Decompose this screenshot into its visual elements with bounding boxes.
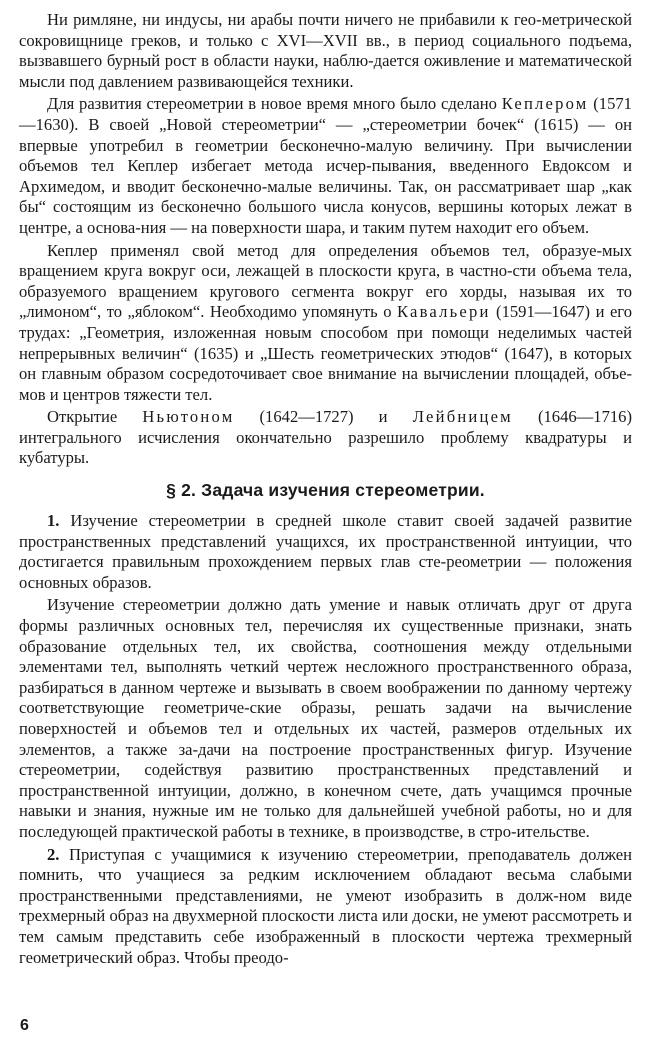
paragraph-kepler-method-text-end: (1591—1647) и его трудах: „Геометрия, изложенная новым способом при помощи неделимых частей непрерывных величин“ (1635) и „Шесть геометрических этюдов“ (1647), в которых он главным образом сосредоточивает свое внимание на вычислении площадей, объе-мов и центров тяжести тел. [19, 302, 632, 404]
paragraph-kepler-text-start: Для развития стереометрии в новое время много было сделано [47, 94, 502, 114]
name-kepler: Кеплером [501, 94, 589, 114]
name-cavalieri: Кавальери [397, 302, 491, 322]
paragraph-point-1-continued-text: Изучение стереометрии должно дать умение и навык отличать друг от друга формы различных основных тел, перечисляя их существенные признаки, знать образование отдельных тел, их свойства, соотношения между отдельными элементами тел, выполнять четкий чертеж несложного пространственного образа, разбираться в данном чертеже и вызывать в своем воображении по данному чертежу соответствующие геометриче-ские образы, решать задачи на вычисление поверхностей и объемов тел и отдельных их частей, размеров отдельных их элементов, а также за-дачи на построение пространственных фигур. Изучение стереометрии, содействуя развитию пространственных представлений и пространственной интуиции, должно, в конечном счете, дать учащимся прочные навыки и знания, нужные им не только для дальнейшей учебной работы, но и для последующей практической работы в технике, в производстве, в стро-ительстве. [19, 595, 632, 841]
paragraph-kepler-text-end: (1571—1630). В своей „Новой стереометрии“ — „стереометрии бочек“ (1615) — он впервые употребил в геометрии бесконечно-малую величину. При вычислении объемов тел Кеплер избегает метода исчер-пывания, введенного Евдоксом и Архимедом, и вводит бесконечно-малые величины. Так, он рассматривает шар „как бы“ состоящим из бесконечно большого числа конусов, вершины которых лежат в центре, а основа-ния — на поверхности шара, и таким путем находит его объем. [19, 94, 632, 237]
paragraph-history-intro [19, 10, 632, 92]
point-2-number: 2. [47, 844, 60, 864]
paragraph-kepler [19, 94, 632, 238]
paragraph-newton-leibniz-text-end: (1646—1716) интегрального исчисления окончательно разрешило проблему квадратуры и кубатуры. [19, 407, 632, 468]
paragraph-point-2 [19, 845, 632, 969]
section-title: § 2. Задача изучения стереометрии. [166, 480, 485, 501]
paragraph-newton-leibniz [19, 407, 632, 469]
paragraph-history-intro-text: Ни римляне, ни индусы, ни арабы почти ничего не прибавили к гео-метрической сокровищнице греков, и только с XVI—XVII вв., в период социального подъема, вызвавшего бурный рост в области науки, наблю-дается оживление и математической мысли под давлением развивающейся техники. [19, 10, 632, 91]
name-leibniz: Лейбницем [412, 407, 513, 427]
paragraph-point-1 [19, 511, 632, 593]
page-number: 6 [20, 1017, 29, 1034]
paragraph-newton-leibniz-text-start: Открытие [47, 407, 143, 427]
paragraph-point-1-continued [19, 595, 632, 842]
point-1-number: 1. [47, 511, 60, 531]
paragraph-point-2-text: Приступая с учащимися к изучению стереометрии, преподаватель должен помнить, что учащиеся за редким исключением обладают весьма слабыми пространственными представлениями, не умеют изобразить в долж-ном виде трехмерный образ на двухмерной плоскости листа или доски, не умеют рассмотреть и тем самым представить себе изображенный в плоскости чертежа трехмерный геометрический образ. Чтобы преодо- [19, 844, 632, 967]
paragraph-kepler-method-text-start: Кеплер применял свой метод для определения объемов тел, образуе-мых вращением круга вокруг оси, лежащей в плоскости круга, в частно-сти объема тела, образуемого вращением кругового сегмента вокруг его хорды, называя их то „лимоном“, то „яблоком“. Необходимо упомянуть о [19, 240, 632, 322]
paragraph-newton-leibniz-text-mid: (1642—1727) и [234, 407, 413, 427]
paragraph-point-1-text: Изучение стереометрии в средней школе ставит своей задачей развитие пространственных представлений учащихся, их пространственной интуиции, что достигается правильным прохождением первых глав сте-реометрии — положения основных образов. [19, 511, 632, 592]
name-newton: Ньютоном [142, 407, 235, 427]
paragraph-kepler-method [19, 241, 632, 406]
